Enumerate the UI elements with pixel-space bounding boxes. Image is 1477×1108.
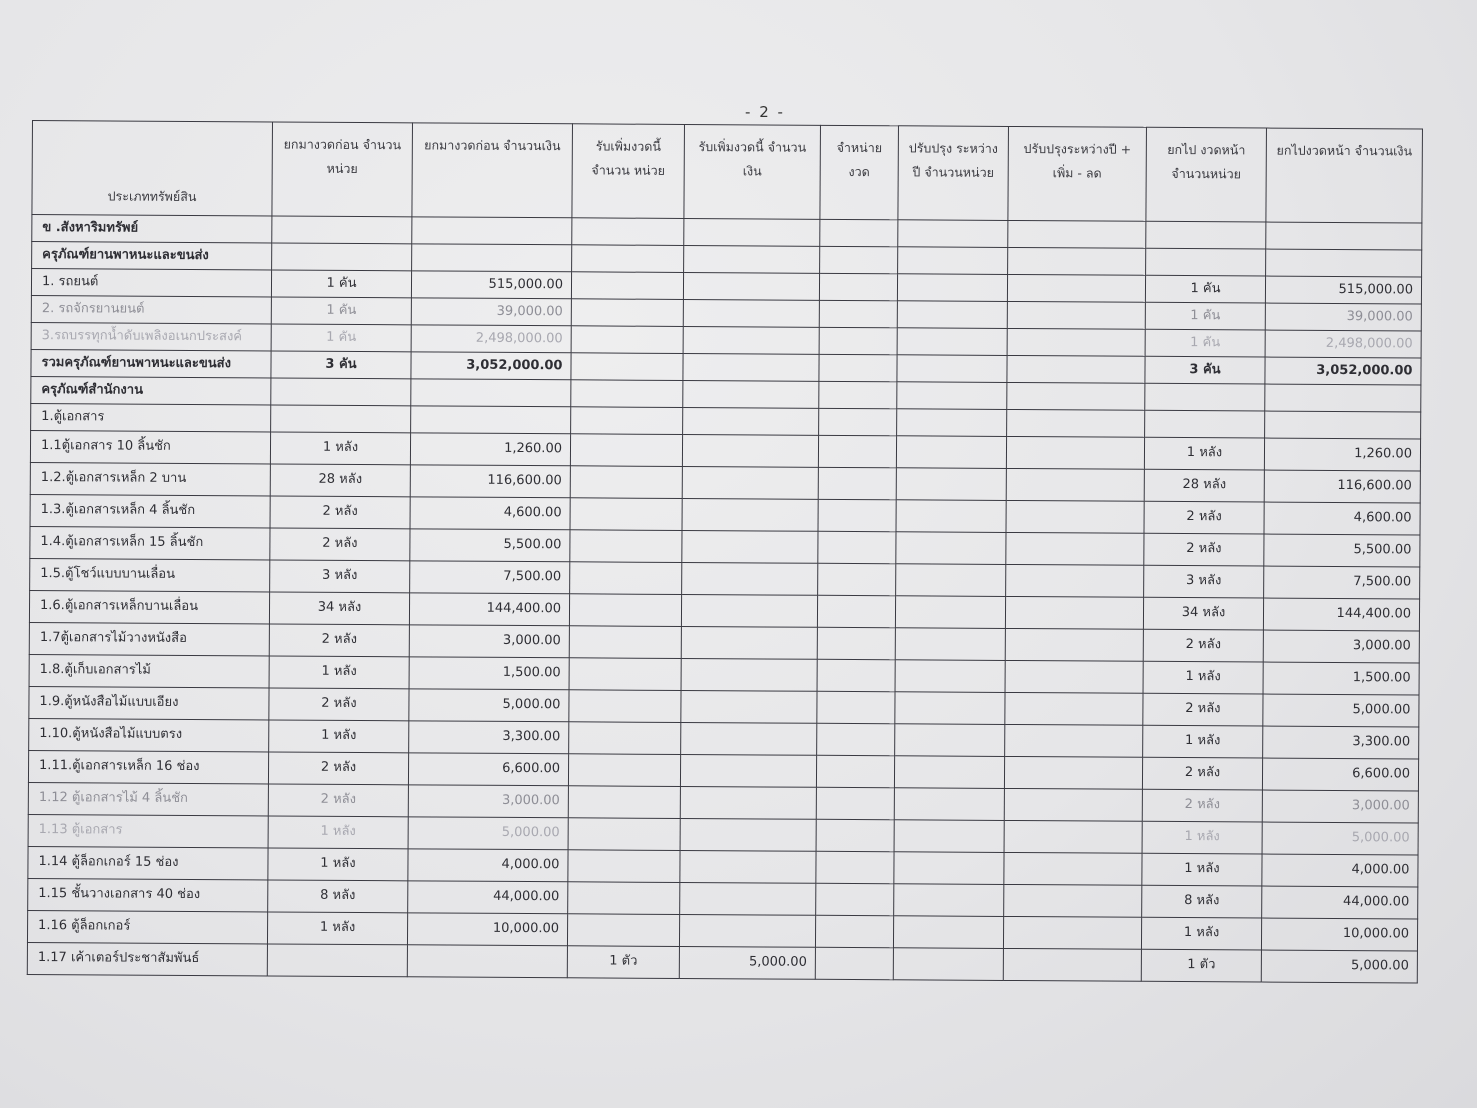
asset-name-cell: 1.1ตู้เอกสาร 10 ลิ้นชัก xyxy=(30,430,270,463)
asset-name-cell: 1.8.ตู้เก็บเอกสารไม้ xyxy=(29,654,269,687)
in-units-cell xyxy=(571,299,683,327)
adj-amount-cell xyxy=(1006,564,1144,597)
in-amount-cell xyxy=(682,498,818,531)
asset-register-table xyxy=(27,120,1423,983)
cf-units-cell: 8 หลัง xyxy=(1142,885,1262,918)
asset-name-cell: 1.2.ตู้เอกสารเหล็ก 2 บาน xyxy=(30,462,270,495)
bf-units-cell xyxy=(272,216,412,244)
adj-amount-cell xyxy=(1005,724,1143,757)
adj-amount-cell xyxy=(1007,328,1145,356)
in-amount-cell xyxy=(680,818,816,851)
cf-amount-cell: 5,500.00 xyxy=(1264,534,1420,567)
bf-units-cell: 1 คัน xyxy=(271,270,411,298)
bf-amount-cell: 3,300.00 xyxy=(409,721,569,754)
in-units-cell xyxy=(570,562,682,595)
in-units-cell xyxy=(570,434,682,467)
in-units-cell xyxy=(570,466,682,499)
disposed-cell xyxy=(816,787,894,819)
cf-units-cell: 1 หลัง xyxy=(1143,661,1263,694)
cf-amount-cell: 4,000.00 xyxy=(1262,854,1418,887)
bf-amount-cell: 515,000.00 xyxy=(411,271,571,299)
adj-units-cell xyxy=(896,500,1006,533)
bf-units-cell: 2 หลัง xyxy=(269,688,409,721)
bf-units-cell: 1 คัน xyxy=(271,297,411,325)
adj-units-cell xyxy=(894,820,1004,853)
cf-units-cell: 3 คัน xyxy=(1145,356,1265,384)
adj-units-cell xyxy=(895,724,1005,757)
table-header-row xyxy=(32,121,1423,223)
bf-units-cell: 2 หลัง xyxy=(269,624,409,657)
in-amount-cell xyxy=(682,530,818,563)
adj-units-cell xyxy=(893,916,1003,949)
column-header-asset-type: ประเภททรัพย์สิน xyxy=(32,121,273,216)
in-units-cell xyxy=(572,245,684,273)
cf-amount-cell: 5,000.00 xyxy=(1263,694,1419,727)
bf-amount-cell: 3,000.00 xyxy=(409,625,569,658)
page-number: - 2 - xyxy=(745,103,785,121)
adj-amount-cell xyxy=(1007,409,1145,437)
cf-amount-cell: 7,500.00 xyxy=(1264,566,1420,599)
in-units-cell xyxy=(571,272,683,300)
cf-amount-cell: 1,260.00 xyxy=(1264,438,1420,471)
adj-amount-cell xyxy=(1004,884,1142,917)
adj-units-cell xyxy=(897,355,1007,383)
bf-amount-cell: 3,052,000.00 xyxy=(411,352,571,380)
cf-amount-cell: 144,400.00 xyxy=(1263,598,1419,631)
cf-units-cell xyxy=(1146,248,1266,276)
bf-units-cell: 1 หลัง xyxy=(270,432,410,465)
bf-units-cell xyxy=(271,378,411,406)
adj-amount-cell xyxy=(1007,274,1145,302)
in-amount-cell xyxy=(682,562,818,595)
adj-units-cell xyxy=(894,884,1004,917)
asset-name-cell: 1.10.ตู้หนังสือไม้แบบตรง xyxy=(29,718,269,751)
bf-units-cell: 2 หลัง xyxy=(268,752,408,785)
in-amount-cell xyxy=(681,722,817,755)
in-units-cell xyxy=(571,407,683,435)
column-header-cf-amount: ยกไปงวดหน้า จำนวนเงิน xyxy=(1266,128,1423,223)
in-units-cell xyxy=(568,818,680,851)
in-amount-cell xyxy=(681,690,817,723)
in-units-cell xyxy=(569,658,681,691)
bf-units-cell: 2 หลัง xyxy=(270,528,410,561)
adj-units-cell xyxy=(896,532,1006,565)
asset-name-cell: 1.16 ตู้ล็อกเกอร์ xyxy=(27,910,267,943)
bf-units-cell: 34 หลัง xyxy=(269,592,409,625)
in-amount-cell xyxy=(684,218,820,246)
adj-units-cell xyxy=(897,301,1007,329)
asset-name-cell: 1.9.ตู้หนังสือไม้แบบเอียง xyxy=(29,686,269,719)
adj-units-cell xyxy=(893,948,1003,981)
column-header-adj-units: ปรับปรุง ระหว่างปี จำนวนหน่วย xyxy=(898,126,1009,221)
in-amount-cell xyxy=(680,850,816,883)
in-amount-cell xyxy=(683,299,819,327)
asset-name-cell: 1.12 ตู้เอกสารไม้ 4 ลิ้นชัก xyxy=(28,782,268,815)
cf-amount-cell xyxy=(1266,222,1422,250)
adj-amount-cell xyxy=(1007,301,1145,329)
bf-amount-cell xyxy=(411,406,571,434)
table-body xyxy=(27,215,1422,983)
adj-amount-cell xyxy=(1005,628,1143,661)
cf-units-cell: 1 หลัง xyxy=(1142,821,1262,854)
adj-units-cell xyxy=(896,436,1006,469)
asset-name-cell: 1.3.ตู้เอกสารเหล็ก 4 ลิ้นชัก xyxy=(30,494,270,527)
adj-units-cell xyxy=(897,274,1007,302)
asset-name-cell: 1.15 ชั้นวางเอกสาร 40 ช่อง xyxy=(28,878,268,911)
asset-name-cell: ข .สังหาริมทรัพย์ xyxy=(32,215,272,243)
cf-units-cell: 28 หลัง xyxy=(1144,469,1264,502)
cf-units-cell: 34 หลัง xyxy=(1143,597,1263,630)
bf-units-cell: 8 หลัง xyxy=(268,880,408,913)
bf-amount-cell: 5,000.00 xyxy=(409,689,569,722)
cf-units-cell: 2 หลัง xyxy=(1144,533,1264,566)
column-header-cf-units: ยกไป งวดหน้า จำนวนหน่วย xyxy=(1146,127,1267,222)
cf-units-cell: 2 หลัง xyxy=(1143,693,1263,726)
cf-units-cell: 1 ตัว xyxy=(1141,949,1261,982)
bf-amount-cell: 5,000.00 xyxy=(408,817,568,850)
in-units-cell xyxy=(571,380,683,408)
bf-amount-cell: 3,000.00 xyxy=(408,785,568,818)
bf-amount-cell: 6,600.00 xyxy=(408,753,568,786)
disposed-cell xyxy=(819,381,897,408)
in-amount-cell xyxy=(683,380,819,408)
cf-units-cell: 2 หลัง xyxy=(1142,789,1262,822)
column-header-disposed: จำหน่ายงวด xyxy=(820,125,899,219)
bf-amount-cell: 4,000.00 xyxy=(408,849,568,882)
in-amount-cell xyxy=(680,882,816,915)
adj-amount-cell xyxy=(1004,756,1142,789)
disposed-cell xyxy=(816,883,894,915)
in-units-cell xyxy=(571,353,683,381)
adj-units-cell xyxy=(898,247,1008,275)
disposed-cell xyxy=(817,723,895,755)
adj-units-cell xyxy=(894,756,1004,789)
disposed-cell xyxy=(815,947,893,979)
cf-units-cell: 1 หลัง xyxy=(1141,917,1261,950)
cf-units-cell xyxy=(1145,383,1265,411)
disposed-cell xyxy=(817,627,895,659)
cf-amount-cell: 39,000.00 xyxy=(1265,303,1421,331)
cf-amount-cell: 4,600.00 xyxy=(1264,502,1420,535)
disposed-cell xyxy=(820,246,898,273)
disposed-cell xyxy=(819,354,897,381)
cf-amount-cell xyxy=(1265,384,1421,412)
bf-units-cell: 1 หลัง xyxy=(269,656,409,689)
bf-amount-cell: 44,000.00 xyxy=(408,881,568,914)
adj-units-cell xyxy=(896,564,1006,597)
asset-name-cell: ครุภัณฑ์ยานพาหนะและขนส่ง xyxy=(32,242,272,270)
in-amount-cell xyxy=(684,245,820,273)
asset-name-cell: 1.11.ตู้เอกสารเหล็ก 16 ช่อง xyxy=(28,750,268,783)
in-amount-cell xyxy=(681,626,817,659)
bf-units-cell: 1 หลัง xyxy=(269,720,409,753)
in-units-cell xyxy=(569,594,681,627)
cf-amount-cell: 3,000.00 xyxy=(1263,630,1419,663)
column-header-in-units: รับเพิ่มงวดนี้ จำนวน หน่วย xyxy=(572,124,685,219)
disposed-cell xyxy=(818,499,896,531)
disposed-cell xyxy=(819,408,897,435)
cf-units-cell: 1 หลัง xyxy=(1142,853,1262,886)
in-amount-cell xyxy=(683,272,819,300)
cf-units-cell: 1 คัน xyxy=(1145,275,1265,303)
in-units-cell xyxy=(570,530,682,563)
cf-units-cell: 2 หลัง xyxy=(1144,501,1264,534)
adj-units-cell xyxy=(895,692,1005,725)
in-amount-cell: 5,000.00 xyxy=(679,946,815,979)
bf-amount-cell xyxy=(407,945,567,978)
bf-amount-cell: 10,000.00 xyxy=(407,913,567,946)
disposed-cell xyxy=(817,659,895,691)
cf-units-cell: 1 คัน xyxy=(1145,329,1265,357)
cf-amount-cell: 1,500.00 xyxy=(1263,662,1419,695)
adj-amount-cell xyxy=(1007,355,1145,383)
bf-units-cell: 1 หลัง xyxy=(268,848,408,881)
adj-amount-cell xyxy=(1004,788,1142,821)
disposed-cell xyxy=(819,327,897,354)
disposed-cell xyxy=(818,531,896,563)
column-header-bf-units: ยกมางวดก่อน จำนวน หน่วย xyxy=(272,122,413,217)
disposed-cell xyxy=(818,563,896,595)
cf-amount-cell: 3,000.00 xyxy=(1262,790,1418,823)
bf-units-cell xyxy=(272,243,412,271)
adj-units-cell xyxy=(896,468,1006,501)
adj-amount-cell xyxy=(1005,660,1143,693)
bf-amount-cell: 1,500.00 xyxy=(409,657,569,690)
bf-units-cell: 1 หลัง xyxy=(268,816,408,849)
cf-amount-cell: 44,000.00 xyxy=(1262,886,1418,919)
adj-units-cell xyxy=(894,852,1004,885)
cf-amount-cell: 3,300.00 xyxy=(1263,726,1419,759)
in-amount-cell xyxy=(683,407,819,435)
adj-amount-cell xyxy=(1006,436,1144,469)
cf-units-cell: 2 หลัง xyxy=(1142,757,1262,790)
bf-units-cell: 28 หลัง xyxy=(270,464,410,497)
cf-amount-cell: 5,000.00 xyxy=(1262,822,1418,855)
in-amount-cell xyxy=(679,914,815,947)
bf-amount-cell: 116,600.00 xyxy=(410,465,570,498)
in-units-cell xyxy=(569,626,681,659)
bf-amount-cell xyxy=(412,244,572,272)
asset-name-cell: 1.4.ตู้เอกสารเหล็ก 15 ลิ้นชัก xyxy=(30,526,270,559)
adj-amount-cell xyxy=(1006,500,1144,533)
in-amount-cell xyxy=(682,434,818,467)
bf-amount-cell: 1,260.00 xyxy=(410,433,570,466)
in-units-cell xyxy=(568,850,680,883)
bf-units-cell xyxy=(271,405,411,433)
cf-amount-cell xyxy=(1265,411,1421,439)
disposed-cell xyxy=(818,467,896,499)
adj-amount-cell xyxy=(1008,220,1146,248)
cf-units-cell: 1 คัน xyxy=(1145,302,1265,330)
bf-amount-cell xyxy=(412,217,572,245)
cf-amount-cell: 2,498,000.00 xyxy=(1265,330,1421,358)
in-amount-cell xyxy=(683,326,819,354)
adj-units-cell xyxy=(897,328,1007,356)
cf-amount-cell: 6,600.00 xyxy=(1262,758,1418,791)
column-header-in-amount: รับเพิ่มงวดนี้ จำนวนเงิน xyxy=(684,124,821,219)
disposed-cell xyxy=(816,755,894,787)
bf-units-cell: 1 หลัง xyxy=(267,912,407,945)
bf-units-cell xyxy=(267,944,407,977)
in-units-cell xyxy=(567,914,679,947)
asset-name-cell: 2. รถจักรยานยนต์ xyxy=(31,295,271,323)
in-units-cell xyxy=(571,326,683,354)
column-header-adj-amount: ปรับปรุงระหว่างปี + เพิ่ม - ลด xyxy=(1008,126,1147,221)
asset-name-cell: 1.7ตู้เอกสารไม้วางหนังสือ xyxy=(29,622,269,655)
adj-amount-cell xyxy=(1005,596,1143,629)
adj-amount-cell xyxy=(1008,247,1146,275)
bf-units-cell: 2 หลัง xyxy=(270,496,410,529)
in-units-cell xyxy=(568,754,680,787)
adj-amount-cell xyxy=(1004,852,1142,885)
adj-units-cell xyxy=(897,409,1007,437)
in-units-cell xyxy=(570,498,682,531)
cf-amount-cell: 116,600.00 xyxy=(1264,470,1420,503)
asset-name-cell: รวมครุภัณฑ์ยานพาหนะและขนส่ง xyxy=(31,349,271,377)
adj-units-cell xyxy=(894,788,1004,821)
in-units-cell xyxy=(569,722,681,755)
cf-amount-cell: 5,000.00 xyxy=(1261,950,1417,983)
asset-name-cell: 1.ตู้เอกสาร xyxy=(31,403,271,431)
cf-units-cell xyxy=(1146,221,1266,249)
disposed-cell xyxy=(817,691,895,723)
cf-units-cell xyxy=(1145,410,1265,438)
asset-name-cell: 1. รถยนต์ xyxy=(31,269,271,297)
cf-amount-cell: 3,052,000.00 xyxy=(1265,357,1421,385)
cf-units-cell: 3 หลัง xyxy=(1144,565,1264,598)
cf-units-cell: 1 หลัง xyxy=(1143,725,1263,758)
in-amount-cell xyxy=(681,594,817,627)
asset-name-cell: ครุภัณฑ์สำนักงาน xyxy=(31,376,271,404)
asset-name-cell: 3.รถบรรทุกน้ำดับเพลิงอเนกประสงค์ xyxy=(31,322,271,350)
in-units-cell xyxy=(572,218,684,246)
in-amount-cell xyxy=(682,466,818,499)
adj-units-cell xyxy=(895,596,1005,629)
adj-amount-cell xyxy=(1006,468,1144,501)
in-units-cell xyxy=(568,786,680,819)
asset-name-cell: 1.13 ตู้เอกสาร xyxy=(28,814,268,847)
bf-amount-cell: 144,400.00 xyxy=(409,593,569,626)
adj-amount-cell xyxy=(1006,532,1144,565)
disposed-cell xyxy=(820,219,898,246)
disposed-cell xyxy=(818,435,896,467)
bf-amount-cell: 4,600.00 xyxy=(410,497,570,530)
in-units-cell: 1 ตัว xyxy=(567,946,679,979)
asset-name-cell: 1.5.ตู้โชว์แบบบานเลื่อน xyxy=(30,558,270,591)
asset-name-cell: 1.14 ตู้ล็อกเกอร์ 15 ช่อง xyxy=(28,846,268,879)
bf-amount-cell xyxy=(411,379,571,407)
disposed-cell xyxy=(816,819,894,851)
adj-units-cell xyxy=(898,220,1008,248)
bf-units-cell: 3 หลัง xyxy=(270,560,410,593)
bf-amount-cell: 39,000.00 xyxy=(411,298,571,326)
disposed-cell xyxy=(819,300,897,327)
cf-amount-cell: 515,000.00 xyxy=(1265,276,1421,304)
bf-units-cell: 3 คัน xyxy=(271,351,411,379)
asset-name-cell: 1.6.ตู้เอกสารเหล็กบานเลื่อน xyxy=(29,590,269,623)
bf-units-cell: 1 คัน xyxy=(271,324,411,352)
cf-amount-cell: 10,000.00 xyxy=(1261,918,1417,951)
in-units-cell xyxy=(569,690,681,723)
disposed-cell xyxy=(816,851,894,883)
bf-amount-cell: 2,498,000.00 xyxy=(411,325,571,353)
asset-register-sheet xyxy=(27,120,1422,994)
asset-name-cell: 1.17 เค้าเตอร์ประชาสัมพันธ์ xyxy=(27,942,267,975)
disposed-cell xyxy=(815,915,893,947)
bf-amount-cell: 7,500.00 xyxy=(410,561,570,594)
in-units-cell xyxy=(568,882,680,915)
adj-amount-cell xyxy=(1003,916,1141,949)
disposed-cell xyxy=(819,273,897,300)
adj-amount-cell xyxy=(1007,382,1145,410)
adj-units-cell xyxy=(895,660,1005,693)
adj-amount-cell xyxy=(1004,820,1142,853)
in-amount-cell xyxy=(680,786,816,819)
in-amount-cell xyxy=(680,754,816,787)
disposed-cell xyxy=(817,595,895,627)
bf-units-cell: 2 หลัง xyxy=(268,784,408,817)
adj-units-cell xyxy=(897,382,1007,410)
in-amount-cell xyxy=(681,658,817,691)
bf-amount-cell: 5,500.00 xyxy=(410,529,570,562)
cf-amount-cell xyxy=(1266,249,1422,277)
cf-units-cell: 1 หลัง xyxy=(1144,437,1264,470)
in-amount-cell xyxy=(683,353,819,381)
adj-amount-cell xyxy=(1003,948,1141,981)
cf-units-cell: 2 หลัง xyxy=(1143,629,1263,662)
adj-amount-cell xyxy=(1005,692,1143,725)
column-header-bf-amount: ยกมางวดก่อน จำนวนเงิน xyxy=(412,123,573,218)
adj-units-cell xyxy=(895,628,1005,661)
